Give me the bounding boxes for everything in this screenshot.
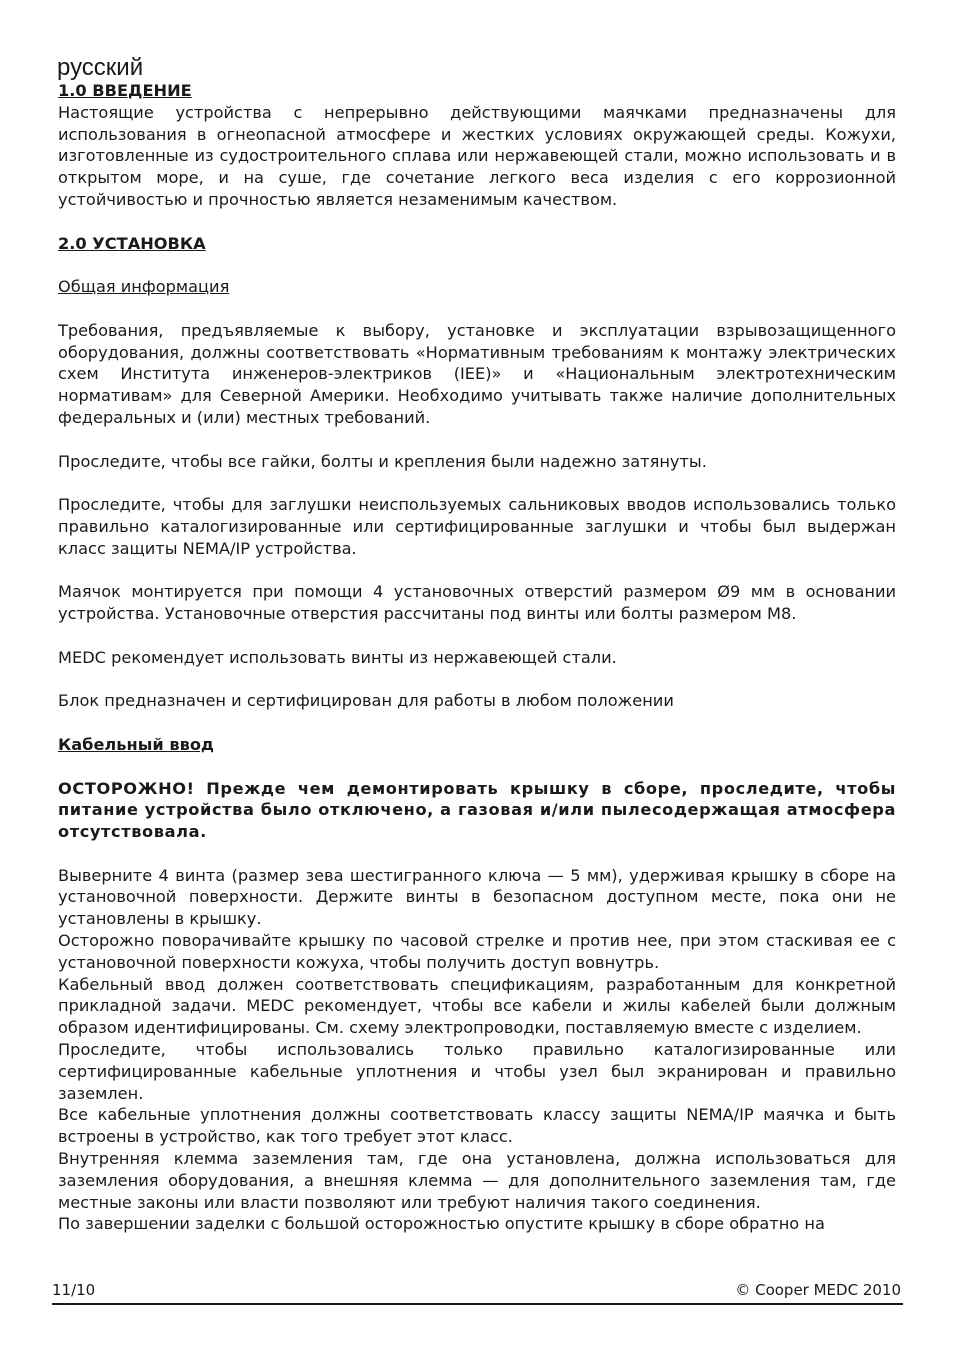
language-title: русский [57,54,144,81]
introduction-paragraph: Настоящие устройства с непрерывно действующими маячками предназначены для использования в огнеопасной атмосфере и жестких условиях окружающей среды. Кожухи, изготовленные из судостроительного сплава или нержавеющей стали, можно использовать и в открытом море, и на суше, где сочетание легкого веса изделия с его коррозионной устойчивостью и прочностью является незаменимым качеством. [58,102,896,209]
section-heading-introduction: 1.0 ВВЕДЕНИЕ [58,81,192,100]
installation-paragraph: Блок предназначен и сертифицирован для работы в любом положении [58,691,674,711]
cable-entry-paragraph: Выверните 4 винта (размер зева шестигранного ключа — 5 мм), удерживая крышку в сборе на установочной поверхности. Держите винты в безопасном доступном месте, пока они не установлены в крышку. [58,865,896,929]
installation-paragraph: Проследите, чтобы все гайки, болты и крепления были надежно затянуты. [58,451,707,471]
footer-divider [52,1303,903,1305]
section-heading-installation: 2.0 УСТАНОВКА [58,233,206,253]
copyright-notice: © Cooper MEDC 2010 [735,1281,901,1299]
subheading-cable-entry: Кабельный ввод [58,734,215,754]
cable-entry-paragraph: Осторожно поворачивайте крышку по часовой стрелке и против нее, при этом стаскивая ее с установочной поверхности кожуха, чтобы получить доступ вовнутрь. [58,931,896,972]
cable-entry-paragraph: Проследите, чтобы использовались только правильно каталогизированные или сертифицированные кабельные уплотнения и чтобы узел был экранирован и правильно заземлен. [58,1040,896,1103]
document-body [58,80,896,1235]
installation-paragraph: Требования, предъявляемые к выбору, установке и эксплуатации взрывозащищенного оборудования, должны соответствовать «Нормативным требованиям к монтажу электрических схем Института инженеров-электриков (IEE)» и «Национальным электротехническим нормативам» для Северной Америки. Необходимо учитывать также наличие дополнительных федеральных и (или) местных требований. [58,320,896,427]
warning-text: ОСТОРОЖНО! Прежде чем демонтировать крышку в сборе, проследите, чтобы питание устройства было отключено, а газовая и/или пылесодержащая атмосфера отсутствовала. [58,778,896,842]
cable-entry-paragraph: Все кабельные уплотнения должны соответствовать классу защиты NEMA/IP маячка и быть встроены в устройство, как того требует этот класс. [58,1105,896,1147]
cable-entry-paragraph: Кабельный ввод должен соответствовать спецификациям, разработанным для конкретной прикладной задачи. MEDC рекомендует, чтобы все кабели и жилы кабелей были должным образом идентифицированы. См. схему электропроводки, поставляемую вместе с изделием. [58,974,896,1038]
page-footer [52,1280,901,1304]
installation-paragraph: MEDC рекомендует использовать винты из нержавеющей стали. [58,647,617,667]
installation-paragraph: Маячок монтируется при помощи 4 установочных отверстий размером Ø9 мм в основании устройства. Установочные отверстия рассчитаны под винты или болты размером M8. [58,582,896,624]
subheading-general-info: Общая информация [58,277,230,297]
cable-entry-paragraph: Внутренняя клемма заземления там, где она установлена, должна использоваться для заземления оборудования, а внешняя клемма — для дополнительного заземления там, где местные законы или власти позволяют или требуют наличия такого соединения. [58,1149,896,1212]
cable-entry-paragraph: По завершении заделки с большой осторожностью опустите крышку в сборе обратно на [58,1214,825,1234]
installation-paragraph: Проследите, чтобы для заглушки неиспользуемых сальниковых вводов использовались только правильно каталогизированные или сертифицированные заглушки и чтобы был выдержан класс защиты NEMA/IP устройства. [58,495,896,558]
page-number: 11/10 [52,1281,96,1299]
